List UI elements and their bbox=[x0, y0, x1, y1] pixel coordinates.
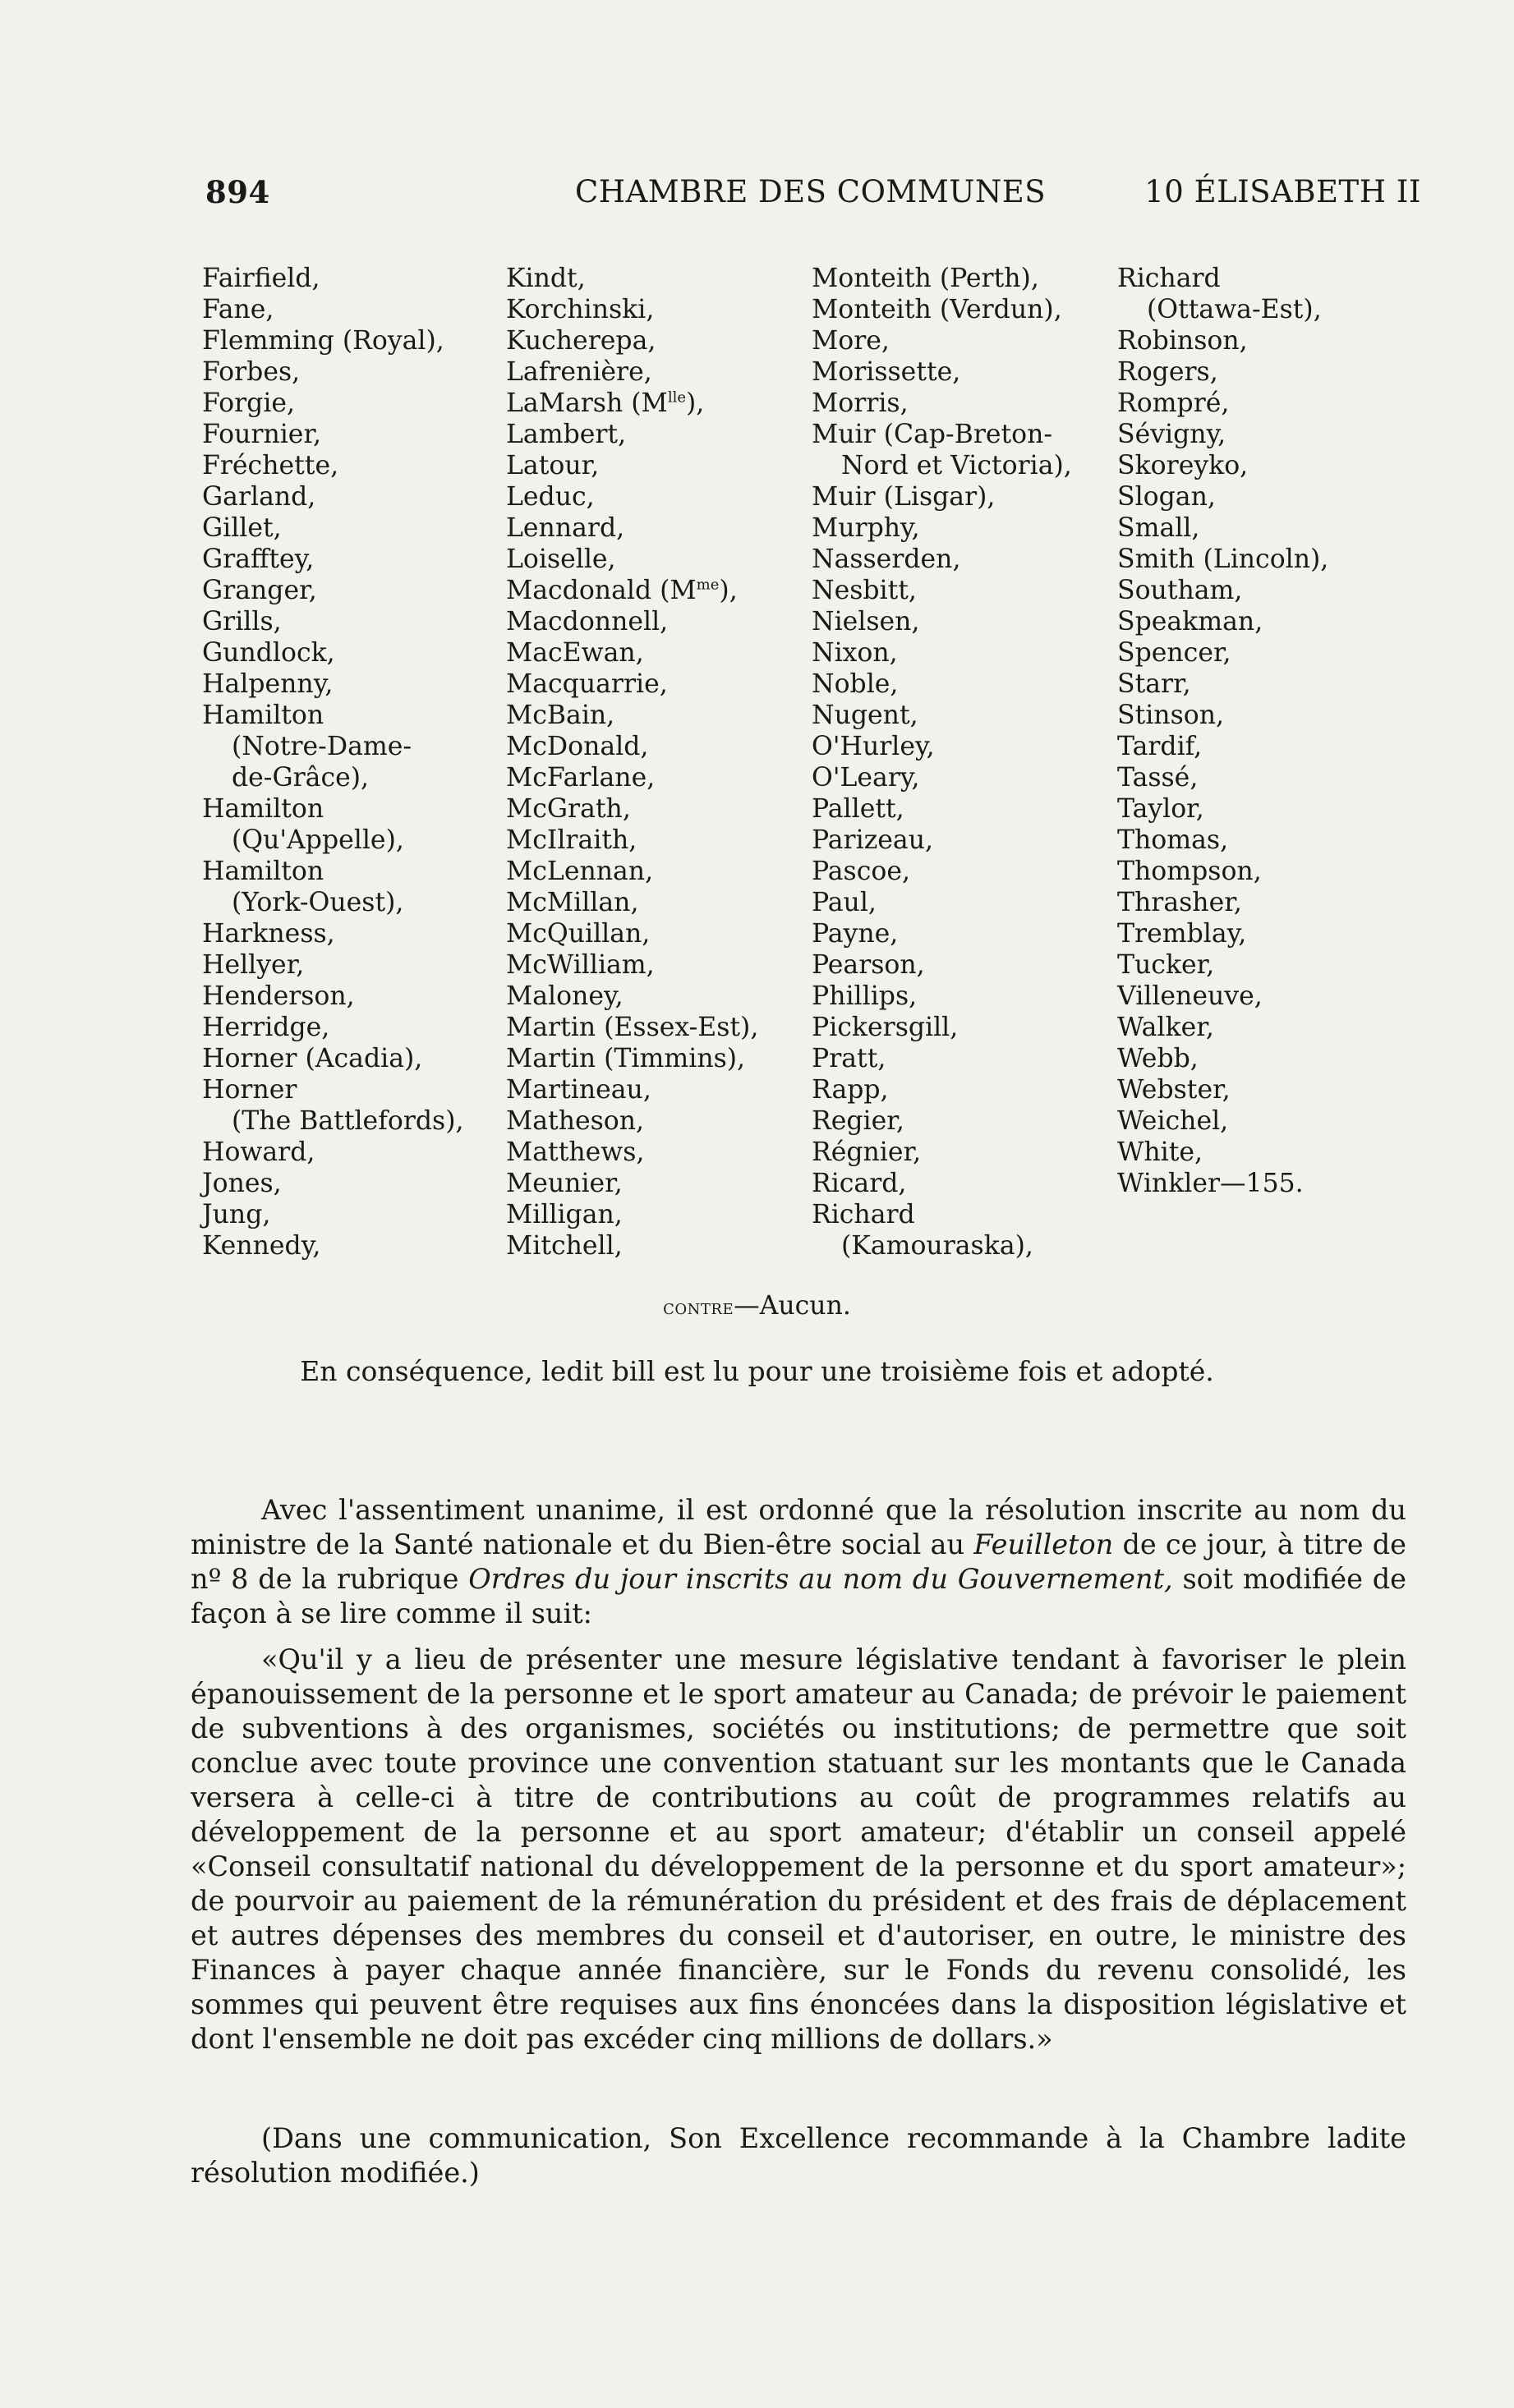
member-name bbox=[506, 1230, 758, 1261]
member-name-text: Villeneuve, bbox=[1117, 981, 1263, 1011]
member-name bbox=[202, 1137, 464, 1168]
member-name bbox=[1117, 1012, 1328, 1043]
member-name bbox=[812, 325, 1072, 356]
member-name-text: Loiselle, bbox=[506, 545, 616, 574]
member-name bbox=[812, 981, 1072, 1012]
member-name bbox=[202, 512, 464, 544]
member-name bbox=[812, 1012, 1072, 1043]
member-name bbox=[506, 1012, 758, 1043]
member-name bbox=[202, 388, 464, 419]
member-name bbox=[812, 669, 1072, 700]
member-name bbox=[202, 263, 464, 294]
member-name bbox=[506, 294, 758, 325]
member-name-text: Tucker, bbox=[1117, 950, 1215, 980]
member-name-text: Kindt, bbox=[506, 264, 586, 293]
member-name-text: Webster, bbox=[1117, 1075, 1231, 1105]
member-name-text: Hamilton bbox=[202, 857, 324, 886]
member-name bbox=[202, 1012, 464, 1043]
page-title: CHAMBRE DES COMMUNES bbox=[575, 174, 1047, 209]
title-superscript: me bbox=[696, 576, 720, 594]
member-name bbox=[1117, 669, 1328, 700]
member-name-text: Kucherepa, bbox=[506, 326, 656, 356]
member-name-text: McIlraith, bbox=[506, 825, 637, 855]
member-name bbox=[1117, 825, 1328, 856]
member-name bbox=[1117, 606, 1328, 637]
member-name bbox=[202, 887, 464, 918]
member-name bbox=[506, 1074, 758, 1105]
member-name bbox=[506, 918, 758, 949]
member-name-text: Nasserden, bbox=[812, 545, 961, 574]
member-name bbox=[1117, 512, 1328, 544]
member-name-text: Lambert, bbox=[506, 420, 627, 449]
member-name bbox=[812, 419, 1072, 450]
member-name-text: Latour, bbox=[506, 451, 600, 480]
member-name-text: Fournier, bbox=[202, 420, 322, 449]
member-name-text: Regier, bbox=[812, 1106, 904, 1136]
running-header bbox=[205, 174, 1421, 223]
member-name-text: Horner bbox=[202, 1075, 297, 1105]
member-name-text: Tremblay, bbox=[1117, 919, 1247, 949]
member-name bbox=[506, 263, 758, 294]
member-name bbox=[1117, 544, 1328, 575]
member-name-text: Lafrenière, bbox=[506, 357, 652, 387]
member-name bbox=[506, 825, 758, 856]
member-name-text: McLennan, bbox=[506, 857, 654, 886]
member-name-text: Maloney, bbox=[506, 981, 624, 1011]
member-name-text: Sévigny, bbox=[1117, 420, 1226, 449]
member-name bbox=[812, 731, 1072, 762]
resolution-order-paragraph bbox=[191, 1493, 1406, 1631]
member-name-text: de-Grâce), bbox=[232, 763, 370, 793]
member-name bbox=[202, 1230, 464, 1261]
title-superscript: lle bbox=[667, 388, 686, 407]
member-name-text: Macdonnell, bbox=[506, 607, 669, 636]
member-name bbox=[202, 762, 464, 793]
member-name-text: Muir (Lisgar), bbox=[812, 482, 996, 512]
member-name bbox=[1117, 1074, 1328, 1105]
member-name-text: Pearson, bbox=[812, 950, 925, 980]
member-name-text: Nesbitt, bbox=[812, 576, 917, 605]
member-name-text: Gillet, bbox=[202, 513, 282, 543]
member-name bbox=[1117, 949, 1328, 981]
member-name bbox=[506, 606, 758, 637]
member-name-text: Richard bbox=[812, 1200, 915, 1229]
member-name bbox=[506, 637, 758, 669]
member-name bbox=[1117, 1168, 1328, 1199]
member-name-text: Flemming (Royal), bbox=[202, 326, 444, 356]
member-name bbox=[812, 762, 1072, 793]
member-name-text: McWilliam, bbox=[506, 950, 655, 980]
member-name-text: Herridge, bbox=[202, 1013, 330, 1042]
member-name bbox=[812, 949, 1072, 981]
vote-column-4 bbox=[1117, 263, 1328, 1199]
member-name-text: Robinson, bbox=[1117, 326, 1248, 356]
member-name-text: Thompson, bbox=[1117, 857, 1262, 886]
member-name-text: Small, bbox=[1117, 513, 1200, 543]
member-name-text: Fairfield, bbox=[202, 264, 320, 293]
member-name bbox=[202, 450, 464, 481]
member-name-text: Nielsen, bbox=[812, 607, 920, 636]
member-name bbox=[506, 419, 758, 450]
member-name-text: Monteith (Perth), bbox=[812, 264, 1039, 293]
member-name-text: Tassé, bbox=[1117, 763, 1199, 793]
member-name bbox=[1117, 263, 1328, 294]
member-name bbox=[506, 1168, 758, 1199]
member-name-text: Forbes, bbox=[202, 357, 301, 387]
member-name-text: Morris, bbox=[812, 388, 909, 418]
member-name-text: White, bbox=[1117, 1137, 1203, 1167]
member-name bbox=[812, 1043, 1072, 1074]
member-name-text: Rapp, bbox=[812, 1075, 889, 1105]
member-name-text: Grafftey, bbox=[202, 545, 315, 574]
member-name-text: Korchinski, bbox=[506, 295, 655, 324]
member-name bbox=[202, 918, 464, 949]
member-name bbox=[506, 1199, 758, 1230]
member-name bbox=[506, 388, 758, 419]
member-name-text: Matheson, bbox=[506, 1106, 645, 1136]
member-name-text: Pallett, bbox=[812, 794, 904, 824]
member-name bbox=[202, 1074, 464, 1105]
member-name-text: Forgie, bbox=[202, 388, 296, 418]
member-name bbox=[506, 325, 758, 356]
member-name bbox=[202, 294, 464, 325]
member-name bbox=[202, 856, 464, 887]
member-name-text: McMillan, bbox=[506, 888, 639, 917]
member-name bbox=[506, 1105, 758, 1137]
member-name bbox=[506, 669, 758, 700]
member-name-text: Nugent, bbox=[812, 701, 918, 730]
member-name-text: Martin (Essex-Est), bbox=[506, 1013, 759, 1042]
member-name bbox=[1117, 1105, 1328, 1137]
member-name-text: Nixon, bbox=[812, 638, 898, 668]
member-name bbox=[1117, 981, 1328, 1012]
member-name-text: Rogers, bbox=[1117, 357, 1218, 387]
vote-column-2 bbox=[506, 263, 758, 1261]
member-name-text: (York-Ouest), bbox=[232, 888, 404, 917]
member-name-text: Winkler—155. bbox=[1117, 1169, 1304, 1198]
member-name bbox=[506, 512, 758, 544]
member-name-text: Régnier, bbox=[812, 1137, 922, 1167]
member-name-text: Stinson, bbox=[1117, 701, 1225, 730]
member-name bbox=[506, 981, 758, 1012]
member-name bbox=[1117, 450, 1328, 481]
member-name-text: Weichel, bbox=[1117, 1106, 1229, 1136]
member-name bbox=[1117, 294, 1328, 325]
member-name bbox=[506, 949, 758, 981]
member-name-text: Spencer, bbox=[1117, 638, 1231, 668]
member-name-text: Phillips, bbox=[812, 981, 918, 1011]
contre-label: contre bbox=[663, 1295, 734, 1320]
member-name-text: Milligan, bbox=[506, 1200, 623, 1229]
contre-line bbox=[0, 1291, 1514, 1321]
member-name bbox=[506, 544, 758, 575]
member-name bbox=[506, 762, 758, 793]
member-name-text: Fane, bbox=[202, 295, 274, 324]
member-name-text: Slogan, bbox=[1117, 482, 1216, 512]
member-name bbox=[812, 450, 1072, 481]
member-name-text: Grills, bbox=[202, 607, 282, 636]
member-name-text: Kennedy, bbox=[202, 1231, 321, 1261]
member-name bbox=[506, 1043, 758, 1074]
member-name-text: Speakman, bbox=[1117, 607, 1263, 636]
member-name-text: Leduc, bbox=[506, 482, 595, 512]
resolution-text-paragraph: «Qu'il y a lieu de présenter une mesure législative tendant à favoriser le plein épanouissement de la personne et le sport amateur au Canada; de prévoir le paiement de subventions à des organismes, sociétés ou institutions; de permettre que soit conclue avec toute province une convention statuant sur les montants que le Canada versera à celle-ci à titre de contributions au coût de programmes relatifs au développement de la personne et au sport amateur; d'établir un conseil appelé «Conseil consultatif national du développement de la personne et du sport amateur»; de pourvoir au paiement de la rémunération du président et des frais de déplacement et autres dépenses des membres du conseil et d'autoriser, en outre, le ministre des Finances à payer chaque année financière, sur le Fonds du revenu consolidé, les sommes qui peuvent être requises aux fins énoncées dans la disposition législative et dont l'ensemble ne doit pas excéder cinq millions de dollars.» bbox=[191, 1643, 1406, 2055]
member-name-text: Walker, bbox=[1117, 1013, 1214, 1042]
member-name bbox=[202, 1168, 464, 1199]
member-name bbox=[202, 793, 464, 825]
member-name-text: Noble, bbox=[812, 669, 899, 699]
member-name-text: Paul, bbox=[812, 888, 877, 917]
member-name-text: Martin (Timmins), bbox=[506, 1044, 746, 1073]
member-name-text: Smith (Lincoln), bbox=[1117, 545, 1329, 574]
member-name-text: Thrasher, bbox=[1117, 888, 1242, 917]
vote-column-3 bbox=[812, 263, 1072, 1261]
member-name-text: MacEwan, bbox=[506, 638, 644, 668]
member-name-text: (Notre-Dame- bbox=[232, 732, 412, 761]
member-name bbox=[506, 887, 758, 918]
member-name bbox=[506, 793, 758, 825]
member-name bbox=[812, 918, 1072, 949]
member-name-text: O'Leary, bbox=[812, 763, 920, 793]
member-name bbox=[506, 731, 758, 762]
member-name bbox=[202, 606, 464, 637]
member-name-text: Nord et Victoria), bbox=[841, 451, 1072, 480]
contre-value: —Aucun. bbox=[734, 1291, 851, 1321]
reign-label: 10 ÉLISABETH II bbox=[1144, 174, 1421, 209]
member-name bbox=[506, 856, 758, 887]
p1-italic-1: Feuilleton bbox=[973, 1528, 1114, 1560]
member-name-text: Meunier, bbox=[506, 1169, 623, 1198]
member-name bbox=[812, 1168, 1072, 1199]
member-name bbox=[812, 1199, 1072, 1230]
member-name bbox=[506, 1137, 758, 1168]
member-name-text: Hamilton bbox=[202, 701, 324, 730]
member-name bbox=[506, 450, 758, 481]
member-name-text: Howard, bbox=[202, 1137, 315, 1167]
member-name bbox=[1117, 356, 1328, 388]
member-name-text: (The Battlefords), bbox=[232, 1106, 464, 1136]
member-name bbox=[812, 637, 1072, 669]
member-name bbox=[812, 700, 1072, 731]
member-name-text: Pickersgill, bbox=[812, 1013, 959, 1042]
member-name-text: Granger, bbox=[202, 576, 317, 605]
member-name bbox=[812, 263, 1072, 294]
member-name bbox=[1117, 575, 1328, 606]
member-name-text: Fréchette, bbox=[202, 451, 339, 480]
member-name bbox=[812, 356, 1072, 388]
member-name-text: Mitchell, bbox=[506, 1231, 623, 1261]
member-name bbox=[812, 1074, 1072, 1105]
member-name bbox=[202, 356, 464, 388]
member-name-text: (Ottawa-Est), bbox=[1147, 295, 1322, 324]
member-name-text: (Qu'Appelle), bbox=[232, 825, 404, 855]
member-name bbox=[1117, 918, 1328, 949]
member-name-text: Starr, bbox=[1117, 669, 1191, 699]
member-name bbox=[506, 481, 758, 512]
member-name bbox=[506, 356, 758, 388]
member-name-text: Tardif, bbox=[1117, 732, 1203, 761]
member-name bbox=[812, 793, 1072, 825]
member-name bbox=[1117, 419, 1328, 450]
member-name bbox=[1117, 1043, 1328, 1074]
member-name-text: Martineau, bbox=[506, 1075, 651, 1105]
member-name-text: Parizeau, bbox=[812, 825, 934, 855]
member-name bbox=[1117, 481, 1328, 512]
consequence-line: En conséquence, ledit bill est lu pour une troisième fois et adopté. bbox=[300, 1355, 1214, 1387]
member-name bbox=[202, 669, 464, 700]
member-name bbox=[202, 637, 464, 669]
vote-list bbox=[200, 263, 1367, 1281]
member-name bbox=[812, 1105, 1072, 1137]
member-name-text: Jung, bbox=[202, 1200, 271, 1229]
member-name-text: Morissette, bbox=[812, 357, 961, 387]
member-name bbox=[812, 887, 1072, 918]
member-name-text: Macdonald (M bbox=[506, 576, 697, 605]
p1-text-1: Avec l'assentiment unanime, il est ordonné que la résolution inscrite au nom du ministre de la Santé nationale et du Bien-être social au bbox=[191, 1494, 1406, 1560]
member-name bbox=[202, 1043, 464, 1074]
member-name bbox=[202, 544, 464, 575]
member-name-text: (Kamouraska), bbox=[841, 1231, 1033, 1261]
member-name-text: McDonald, bbox=[506, 732, 649, 761]
member-name bbox=[202, 981, 464, 1012]
member-name-text: LaMarsh (M bbox=[506, 388, 668, 418]
member-name bbox=[1117, 325, 1328, 356]
member-name-text: Pratt, bbox=[812, 1044, 886, 1073]
member-name-text: Jones, bbox=[202, 1169, 282, 1198]
member-name-suffix: ), bbox=[719, 576, 738, 605]
member-name bbox=[506, 700, 758, 731]
member-name bbox=[812, 481, 1072, 512]
member-name bbox=[202, 1105, 464, 1137]
member-name-text: Thomas, bbox=[1117, 825, 1229, 855]
p1-text-2: de ce jour, à titre de nº 8 de la rubrique bbox=[191, 1528, 1406, 1595]
member-name-text: More, bbox=[812, 326, 890, 356]
member-name-text: Monteith (Verdun), bbox=[812, 295, 1062, 324]
member-name-suffix: ), bbox=[685, 388, 705, 418]
member-name-text: Richard bbox=[1117, 264, 1221, 293]
member-name-text: Garland, bbox=[202, 482, 316, 512]
member-name-text: McQuillan, bbox=[506, 919, 651, 949]
member-name-text: Hamilton bbox=[202, 794, 324, 824]
vote-column-1 bbox=[202, 263, 464, 1261]
member-name bbox=[202, 481, 464, 512]
member-name-text: O'Hurley, bbox=[812, 732, 935, 761]
member-name bbox=[812, 544, 1072, 575]
member-name-text: Pascoe, bbox=[812, 857, 910, 886]
member-name bbox=[1117, 887, 1328, 918]
member-name bbox=[1117, 1137, 1328, 1168]
member-name bbox=[812, 1137, 1072, 1168]
member-name bbox=[1117, 388, 1328, 419]
member-name bbox=[1117, 762, 1328, 793]
member-name bbox=[1117, 637, 1328, 669]
member-name bbox=[202, 949, 464, 981]
member-name-text: Henderson, bbox=[202, 981, 355, 1011]
member-name bbox=[202, 1199, 464, 1230]
member-name bbox=[812, 606, 1072, 637]
member-name-text: Murphy, bbox=[812, 513, 920, 543]
member-name-text: Horner (Acadia), bbox=[202, 1044, 423, 1073]
member-name-text: McBain, bbox=[506, 701, 615, 730]
member-name bbox=[1117, 700, 1328, 731]
member-name-text: Muir (Cap-Breton- bbox=[812, 420, 1053, 449]
member-name bbox=[202, 825, 464, 856]
member-name-text: Rompré, bbox=[1117, 388, 1230, 418]
member-name-text: Payne, bbox=[812, 919, 899, 949]
member-name bbox=[1117, 856, 1328, 887]
member-name bbox=[812, 856, 1072, 887]
member-name-text: Lennard, bbox=[506, 513, 625, 543]
member-name bbox=[812, 388, 1072, 419]
communication-paragraph: (Dans une communication, Son Excellence recommande à la Chambre ladite résolution modifiée.) bbox=[191, 2122, 1406, 2189]
member-name-text: Taylor, bbox=[1117, 794, 1204, 824]
member-name bbox=[202, 731, 464, 762]
member-name bbox=[812, 294, 1072, 325]
member-name bbox=[812, 1230, 1072, 1261]
member-name-text: Harkness, bbox=[202, 919, 335, 949]
member-name-text: Webb, bbox=[1117, 1044, 1199, 1073]
member-name-text: Halpenny, bbox=[202, 669, 334, 699]
member-name bbox=[1117, 731, 1328, 762]
member-name bbox=[202, 419, 464, 450]
member-name-text: Matthews, bbox=[506, 1137, 645, 1167]
member-name-text: Southam, bbox=[1117, 576, 1243, 605]
member-name-text: McFarlane, bbox=[506, 763, 656, 793]
member-name bbox=[202, 325, 464, 356]
member-name bbox=[1117, 793, 1328, 825]
p1-italic-2: Ordres du jour inscrits au nom du Gouvernement, bbox=[468, 1563, 1173, 1595]
page-number: 894 bbox=[205, 174, 270, 210]
member-name-text: Ricard, bbox=[812, 1169, 907, 1198]
member-name bbox=[812, 825, 1072, 856]
member-name-text: Skoreyko, bbox=[1117, 451, 1249, 480]
member-name-text: Hellyer, bbox=[202, 950, 305, 980]
member-name bbox=[812, 512, 1072, 544]
member-name-text: Gundlock, bbox=[202, 638, 335, 668]
member-name bbox=[812, 575, 1072, 606]
member-name bbox=[506, 575, 758, 606]
p1-text-3: soit modifiée de façon à se lire comme il suit: bbox=[191, 1563, 1407, 1629]
member-name bbox=[202, 700, 464, 731]
member-name-text: Macquarrie, bbox=[506, 669, 668, 699]
member-name bbox=[202, 575, 464, 606]
member-name-text: McGrath, bbox=[506, 794, 631, 824]
